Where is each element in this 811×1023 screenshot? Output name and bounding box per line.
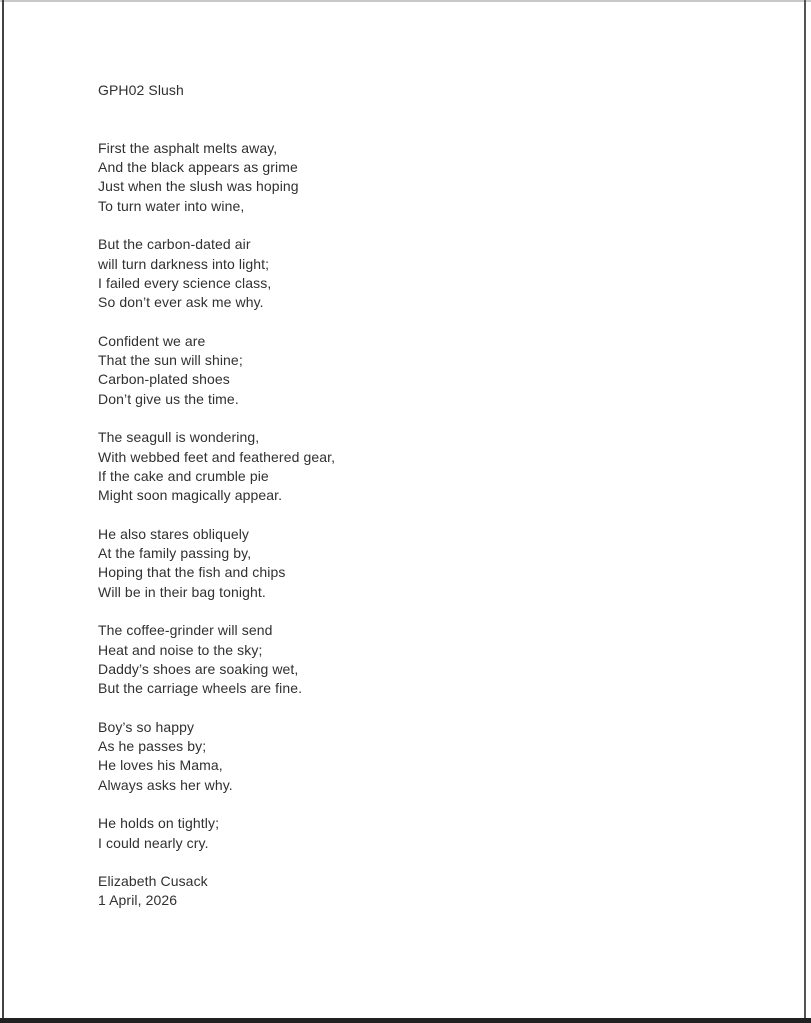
- poem-line: Might soon magically appear.: [98, 487, 283, 504]
- poem-line: Just when the slush was hoping: [98, 178, 299, 195]
- poem-stanza-8: [98, 814, 335, 853]
- poem-line: He loves his Mama,: [98, 757, 223, 774]
- poem-line: And the black appears as grime: [98, 159, 298, 176]
- poem-line: So don’t ever ask me why.: [98, 294, 264, 311]
- poem-line: To turn water into wine,: [98, 197, 245, 214]
- scan-edge-bottom: [0, 1018, 811, 1023]
- poem-line: He also stares obliquely: [98, 525, 250, 542]
- poem-line: The coffee-grinder will send: [98, 622, 273, 639]
- poem-line: At the family passing by,: [98, 545, 252, 562]
- poem-line: If the cake and crumble pie: [98, 467, 269, 484]
- author-name: Elizabeth Cusack: [98, 873, 208, 890]
- poem-line: As he passes by;: [98, 738, 207, 755]
- poem-line: Will be in their bag tonight.: [98, 583, 266, 600]
- poem-line: He holds on tightly;: [98, 815, 220, 832]
- poem-stanza-5: [98, 525, 335, 602]
- poem-line: Don’t give us the time.: [98, 390, 239, 407]
- scan-edge-right: [804, 0, 806, 1023]
- poem-line: Boy’s so happy: [98, 718, 195, 735]
- poem-stanza-2: [98, 235, 335, 312]
- poem-stanza-3: [98, 332, 335, 409]
- poem-line: That the sun will shine;: [98, 352, 243, 369]
- poem-line: Confident we are: [98, 332, 206, 349]
- poem-line: Daddy’s shoes are soaking wet,: [98, 660, 299, 677]
- document-content: [98, 81, 335, 911]
- poem-stanza-4: [98, 428, 335, 505]
- poem-line: I failed every science class,: [98, 274, 272, 291]
- scan-edge-left: [2, 0, 4, 1023]
- poem-line: Heat and noise to the sky;: [98, 641, 263, 658]
- signature-block: [98, 872, 335, 911]
- poem-line: Hoping that the fish and chips: [98, 564, 286, 581]
- scan-edge-top: [0, 0, 811, 2]
- poem-line: But the carriage wheels are fine.: [98, 680, 303, 697]
- poem-stanza-1: [98, 139, 335, 216]
- poem: [98, 139, 335, 853]
- poem-line: First the asphalt melts away,: [98, 139, 278, 156]
- poem-stanza-7: [98, 718, 335, 795]
- signature-date: 1 April, 2026: [98, 892, 178, 909]
- poem-line: With webbed feet and feathered gear,: [98, 448, 336, 465]
- poem-line: will turn darkness into light;: [98, 255, 270, 272]
- poem-line: The seagull is wondering,: [98, 429, 260, 446]
- poem-line: But the carbon-dated air: [98, 236, 251, 253]
- poem-stanza-6: [98, 621, 335, 698]
- poem-line: Carbon-plated shoes: [98, 371, 230, 388]
- poem-line: I could nearly cry.: [98, 834, 209, 851]
- poem-line: Always asks her why.: [98, 776, 233, 793]
- page-title: GPH02 Slush: [98, 82, 184, 98]
